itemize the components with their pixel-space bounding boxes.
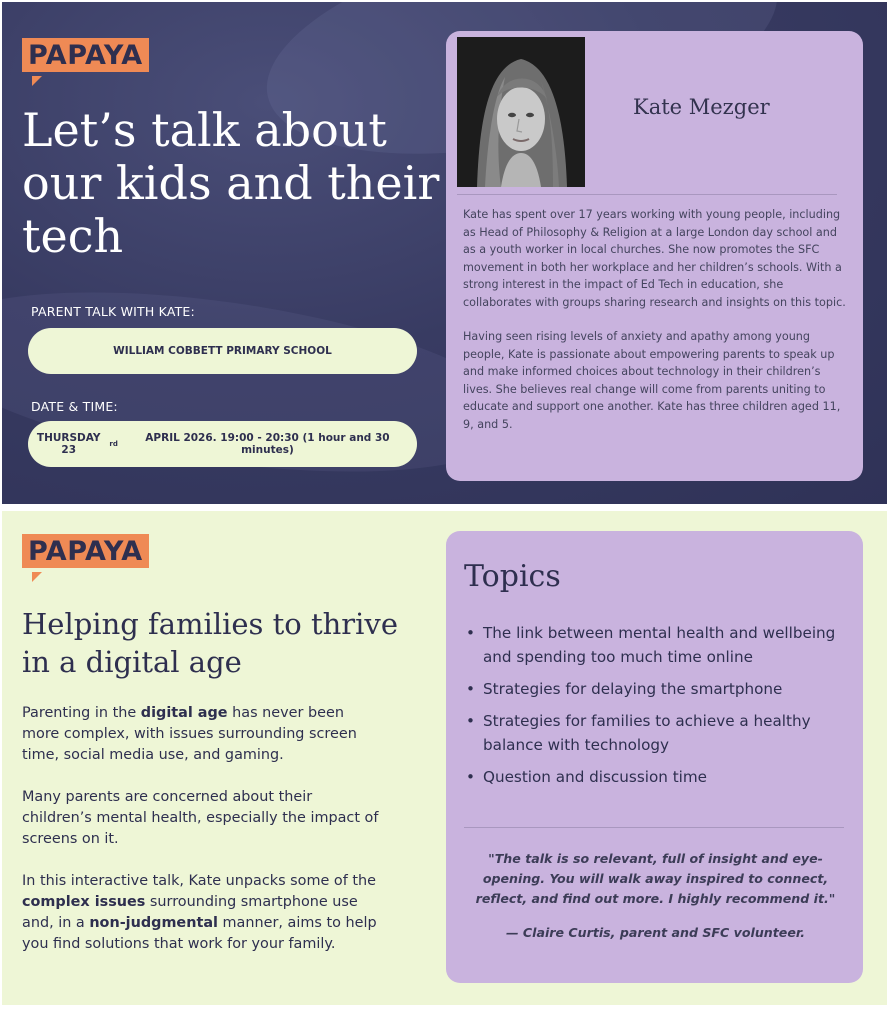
talk-label: PARENT TALK WITH KATE: xyxy=(31,304,195,319)
intro-text xyxy=(22,703,382,976)
datetime-pill xyxy=(28,421,417,467)
bullet-icon: • xyxy=(466,680,475,698)
topics-list xyxy=(466,621,856,797)
speaker-divider xyxy=(457,194,837,195)
topics-divider xyxy=(464,827,844,828)
papaya-logo: PAPAYA xyxy=(22,38,149,72)
papaya-logo: PAPAYA xyxy=(22,534,149,568)
list-item: • Question and discussion time xyxy=(466,765,856,789)
intro-paragraph: Parenting in the digital age has never been more complex, with issues surrounding screen time, social media use, and gaming. xyxy=(22,705,357,763)
bullet-icon: • xyxy=(466,768,475,786)
speaker-name: Kate Mezger xyxy=(633,95,770,119)
bullet-icon: • xyxy=(466,712,475,730)
bullet-icon: • xyxy=(466,624,475,642)
intro-title: Helping families to thrive in a digital age xyxy=(22,607,398,679)
school-pill: WILLIAM COBBETT PRIMARY SCHOOL xyxy=(28,328,417,374)
logo-tail xyxy=(32,76,42,86)
list-item: • Strategies for families to achieve a healthy balance with technology xyxy=(466,709,856,757)
speaker-photo xyxy=(457,37,585,187)
bio-paragraph: Kate has spent over 17 years working with young people, including as Head of Philosophy & Religion at a large London day school and as a youth worker in local churches. She now promotes the SFC movement in both her workplace and her children’s schools. With a strong interest in the impact of Ed Tech in education, she collaborates with groups sharing research and insights on this topic. xyxy=(463,208,846,309)
speaker-portrait xyxy=(457,37,585,187)
datetime-sup: rd xyxy=(109,440,118,448)
topics-card xyxy=(446,531,863,983)
speaker-card xyxy=(446,31,863,481)
intro-paragraph: In this interactive talk, Kate unpacks some of the complex issues surrounding smartphone use and, in a non-judgmental manner, aims to help you find solutions that work for your family. xyxy=(22,873,377,952)
intro-paragraph: Many parents are concerned about their children’s mental health, especially the impact of screens on it. xyxy=(22,789,379,847)
datetime-label: DATE & TIME: xyxy=(31,399,118,414)
speaker-bio xyxy=(463,206,853,450)
list-item: • Strategies for delaying the smartphone xyxy=(466,677,856,701)
bio-paragraph: Having seen rising levels of anxiety and apathy among young people, Kate is passionate about empowering parents to speak up and make informed choices about technology in their children’s lives. She believes real change will come from parents uniting to educate and support one another. Kate has three children aged 11, 9, and 5. xyxy=(463,330,841,431)
testimonial xyxy=(468,849,843,943)
topics-title: Topics xyxy=(464,559,561,594)
datetime-suffix: APRIL 2026. 19:00 - 20:30 (1 hour and 30 minutes) xyxy=(145,432,390,456)
logo-tail xyxy=(32,572,42,582)
hero-title: Let’s talk about our kids and their tech xyxy=(22,103,440,263)
testimonial-author: — Claire Curtis, parent and SFC volunteer. xyxy=(505,925,806,940)
testimonial-quote: "The talk is so relevant, full of insight and eye-opening. You will walk away inspired to connect, reflect, and find out more. I highly recommend it." xyxy=(475,851,836,906)
list-item: • The link between mental health and wellbeing and spending too much time online xyxy=(466,621,856,669)
datetime-prefix: THURSDAY 23 xyxy=(36,432,101,456)
